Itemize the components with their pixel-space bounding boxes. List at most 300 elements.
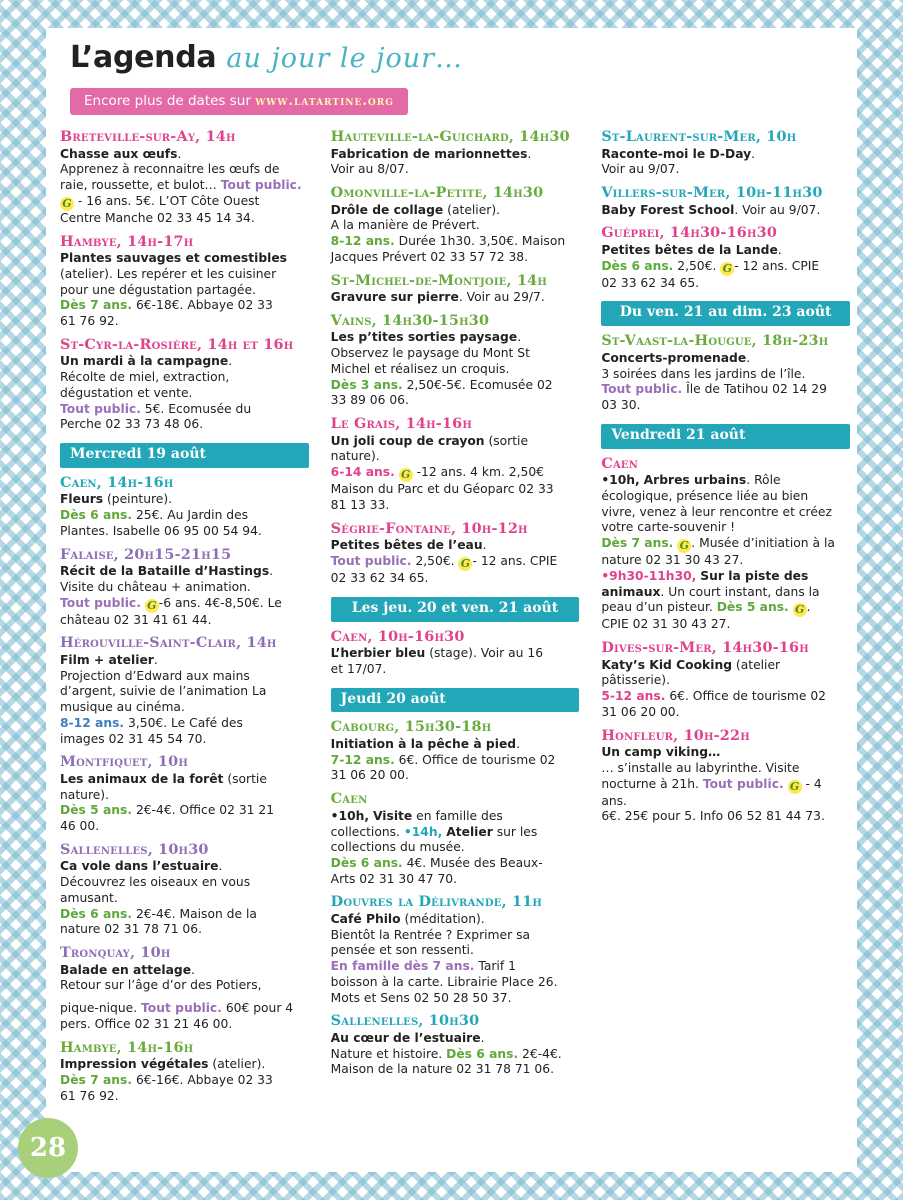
entry-text: collections du musée. (330, 840, 465, 855)
entry-text: amusant. (60, 890, 118, 905)
entry-text: 46 00. (60, 819, 100, 834)
entry-location: St-Cyr-la-Rosière, 14h et 16h (60, 335, 294, 353)
entry-text: Gravure sur pierre (330, 290, 459, 305)
entry-text: Observez le paysage du Mont St (330, 346, 530, 361)
entry-location: Douvres la Délivrande, 11h (330, 893, 543, 911)
entry-location: Sallenelles, 10h30 (330, 1012, 480, 1030)
entry-line (331, 571, 580, 587)
entry-text: •10h, (601, 473, 640, 488)
entry-text: 6€. Office de tourisme 02 (665, 689, 826, 704)
entry-text: pique-nique. (60, 1001, 142, 1016)
entry-line (60, 402, 309, 418)
entry-location: Le Grais, 14h-16h (330, 415, 473, 433)
banner-label: Encore plus de dates sur (84, 93, 251, 109)
entry-text: images 02 31 45 54 70. (60, 731, 207, 746)
entry-line (331, 234, 580, 250)
banner-url[interactable]: www.latartine.org (255, 94, 394, 109)
entry-line (601, 489, 850, 505)
entry-line (601, 617, 850, 633)
entry-line (601, 705, 850, 721)
gratuit-badge-icon: G (788, 780, 802, 794)
entry-text: Dès 6 ans. (330, 855, 403, 870)
entry-text: dégustation et vente. (60, 385, 193, 400)
entry-text: Fleurs (60, 492, 104, 507)
entry-line (601, 243, 850, 259)
entry-text: Drôle de collage (330, 202, 444, 217)
entry-line (60, 370, 309, 386)
entry-text: Dès 3 ans. (330, 377, 403, 392)
entry-line (331, 1031, 580, 1047)
entry-line (331, 768, 580, 784)
entry-location: Tronquay, 10h (60, 944, 171, 962)
gratuit-badge-icon: G (458, 557, 472, 571)
entry-text: Tout public. (60, 401, 141, 416)
entry-text: Initiation à la pêche à pied (330, 737, 517, 751)
page-number-badge: 28 (18, 1118, 78, 1178)
entry-text: Dès 7 ans. (60, 298, 133, 313)
entry-text: 7-12 ans. (330, 752, 395, 767)
entry-line (60, 891, 309, 907)
agenda-entry (60, 234, 309, 330)
entry-line (60, 508, 309, 524)
entry-text: Tout public. (601, 382, 683, 397)
entry-line (60, 907, 309, 923)
entry-text: (atelier pâtisserie). (601, 657, 781, 688)
entry-line (60, 524, 309, 540)
entry-line (601, 351, 850, 367)
entry-text: 4€. Musée des Beaux- (402, 855, 543, 870)
entry-text: Arbres urbains (643, 473, 747, 488)
entry-line (331, 856, 580, 872)
entry-location: Caen (330, 790, 368, 808)
entry-location: Hérouville-Saint-Clair, 14h (60, 634, 277, 652)
entry-location: St-Vaast-la-Hougue, 18h-23h (601, 332, 829, 350)
entry-text: Film + atelier (60, 652, 154, 667)
entry-line (601, 536, 850, 553)
entry-text: . (746, 350, 751, 365)
entry-text: . (177, 146, 182, 161)
entry-text: . (777, 242, 782, 257)
entry-text: Récolte de miel, extraction, (60, 370, 230, 385)
entry-text: pensée et son ressenti. (330, 943, 474, 958)
entry-line (331, 554, 580, 571)
page-header (70, 40, 850, 75)
entry-line (60, 386, 309, 402)
entry-text: Voir au 9/07. (601, 162, 680, 177)
entry-text: 3,50€. Le Café des (124, 715, 243, 730)
entry-line (601, 398, 850, 414)
website-banner[interactable] (70, 88, 408, 115)
entry-text: . Voir au 9/07. (734, 202, 821, 217)
entry-text: Tout public. (702, 776, 784, 791)
entry-line (601, 505, 850, 521)
entry-line (60, 354, 309, 370)
entry-line (60, 700, 309, 716)
entry-line (60, 803, 309, 819)
entry-line (601, 382, 850, 398)
entry-text: . (191, 962, 195, 977)
entry-line (60, 875, 309, 891)
gratuit-badge-icon: G (677, 539, 691, 553)
entry-line (331, 290, 580, 306)
entry-text: Dès 7 ans. (601, 536, 674, 551)
entry-text: votre carte-souvenir ! (601, 520, 736, 535)
entry-line (60, 963, 309, 979)
entry-line (60, 492, 309, 508)
entry-text: vivre, venez à leur rencontre et créez (601, 504, 832, 519)
entry-text: . (517, 330, 522, 345)
entry-text: Jacques Prévert 02 33 57 72 38. (330, 249, 529, 264)
entry-line (331, 1062, 580, 1078)
entry-line (331, 330, 580, 346)
agenda-entry (331, 719, 580, 784)
entry-text: . Rôle (746, 473, 781, 488)
entry-text: (atelier). (208, 1057, 266, 1072)
entry-line (60, 684, 309, 700)
agenda-entry (601, 185, 850, 218)
entry-text: 03 30. (601, 398, 641, 413)
entry-text: Projection d’Edward aux mains (60, 668, 250, 683)
entry-text: - 12 ans. CPIE (734, 258, 820, 273)
entry-location: Montfiquet, 10h (60, 753, 188, 771)
agenda-entry (331, 416, 580, 514)
entry-text: . (527, 146, 532, 161)
entry-text (789, 600, 793, 614)
entry-text: animaux (601, 584, 661, 599)
entry-text: Tout public. (60, 595, 141, 610)
entry-line (60, 1001, 309, 1017)
entry-text: . (516, 737, 521, 751)
entry-text: 2€-4€. Office 02 31 21 (132, 803, 275, 818)
entry-line (60, 716, 309, 732)
entry-line (60, 596, 309, 613)
entry-text: 6-14 ans. (330, 465, 395, 480)
entry-text: - 16 ans. 5€. L’OT Côte Ouest (74, 193, 260, 208)
entry-line (60, 314, 309, 330)
entry-text: . (269, 564, 274, 579)
entry-text: peau d’un pisteur. (601, 600, 717, 615)
entry-text: -12 ans. 4 km. 2,50€ (412, 465, 544, 480)
entry-text: Plantes sauvages et comestibles (60, 251, 288, 266)
entry-text: CPIE 02 31 30 43 27. (601, 617, 731, 632)
entry-text: Atelier (446, 824, 493, 839)
entry-location: Honfleur, 10h-22h (601, 726, 750, 744)
entry-line (331, 393, 580, 409)
agenda-entry (331, 521, 580, 587)
entry-text: 6€-18€. Abbaye 02 33 (132, 298, 273, 313)
entry-line (60, 162, 309, 178)
entry-text: 31 06 20 00. (330, 768, 409, 783)
entry-text: 81 13 33. (330, 497, 390, 512)
entry-location: Caen, 10h-16h30 (330, 627, 465, 645)
entry-text: Île de Tatihou 02 14 29 (682, 382, 827, 397)
entry-text: . (480, 1030, 485, 1045)
entry-text: A la manière de Prévert. (330, 218, 480, 233)
entry-text (395, 465, 399, 479)
entry-line (331, 646, 580, 662)
entry-line (60, 819, 309, 835)
day-heading: Jeudi 20 août (331, 688, 580, 713)
entry-text: Bientôt la Rentrée ? Exprimer sa (330, 927, 531, 942)
entry-line (331, 250, 580, 266)
entry-text: Récit de la Bataille d’Hastings (60, 564, 270, 579)
entry-text: Centre Manche 02 33 45 14 34. (60, 210, 255, 225)
entry-text: Fabrication de marionnettes (330, 146, 528, 161)
entry-text: Tout public. (220, 178, 302, 193)
entry-text: 02 33 62 34 65. (601, 275, 700, 290)
entry-text: Dès 6 ans. (60, 508, 133, 523)
agenda-entry (331, 273, 580, 306)
entry-text: 2,50€. (673, 258, 721, 273)
agenda-entry (601, 456, 850, 633)
entry-text: 6€-16€. Abbaye 02 33 (132, 1072, 273, 1087)
entry-line (60, 267, 309, 283)
entry-line (331, 928, 580, 944)
entry-text: . Voir au 29/7. (458, 290, 545, 305)
entry-line (60, 653, 309, 669)
entry-line (60, 1073, 309, 1089)
entry-location: Falaise, 20h15-21h15 (60, 545, 232, 563)
entry-line (331, 959, 580, 975)
entry-text: nature 02 31 78 71 06. (60, 922, 202, 937)
entry-line (60, 283, 309, 299)
entry-text: Mots et Sens 02 50 28 50 37. (330, 990, 512, 1005)
entry-text: 6€. Office de tourisme 02 (394, 752, 556, 767)
entry-location: Breteville-sur-Ay, 14h (60, 128, 236, 145)
entry-text: Visite du château + animation. (60, 579, 251, 594)
entry-text: Un camp viking… (601, 745, 721, 760)
entry-text: Dès 6 ans. (60, 906, 133, 921)
agenda-entry (60, 337, 309, 433)
entry-text: 5€. Ecomusée du (140, 401, 252, 416)
entry-text: Concerts-promenade (601, 350, 747, 365)
entry-text: Dès 6 ans. (446, 1046, 519, 1061)
agenda-entry (60, 1001, 309, 1032)
agenda-entry (601, 333, 850, 414)
entry-location: St-Michel-de-Montjoie, 14h (330, 271, 548, 289)
entry-text: 2,50€. (411, 553, 459, 568)
entry-line (601, 658, 850, 689)
entry-text: Dès 5 ans. (60, 803, 133, 818)
entry-line (331, 218, 580, 234)
entry-text: Impression végétales (60, 1057, 209, 1072)
agenda-entry (331, 791, 580, 887)
agenda-entry (60, 842, 309, 938)
entry-text: Maison du Parc et du Géoparc 02 33 (330, 482, 554, 497)
entry-line (331, 346, 580, 362)
entry-line (331, 203, 580, 219)
entry-line (601, 777, 850, 810)
entry-text: . (228, 354, 233, 369)
entry-location: Cabourg, 15h30-18h (330, 718, 492, 736)
entry-location: Hauteville-la-Guichard, 14h30 (330, 128, 570, 145)
entry-location: Guéprei, 14h30-16h30 (601, 224, 778, 242)
entry-location: Vains, 14h30-15h30 (330, 311, 490, 329)
entry-line (331, 482, 580, 498)
entry-text: collections. (330, 824, 404, 839)
entry-text: Sur la piste des (700, 568, 809, 583)
entry-location: Hambye, 14h-17h (60, 232, 194, 250)
entry-line (60, 178, 309, 194)
entry-line (60, 732, 309, 748)
agenda-entry (601, 728, 850, 826)
entry-text: château 02 31 41 61 44. (60, 612, 212, 627)
entry-location: Sallenelles, 10h30 (60, 840, 209, 858)
entry-text: (atelier). Les repérer et les cuisiner (60, 266, 277, 281)
entry-text: . Un court instant, dans la (660, 584, 820, 599)
agenda-entry (331, 185, 580, 266)
entry-line (601, 809, 850, 825)
entry-line (331, 737, 580, 753)
gratuit-badge-icon: G (399, 468, 413, 482)
entry-line (60, 922, 309, 938)
agenda-columns (60, 129, 850, 1129)
entry-line (60, 1057, 309, 1073)
entry-text: Tarif 1 (474, 959, 516, 974)
entry-text: . (806, 600, 811, 615)
entry-line (60, 978, 309, 994)
entry-text: 8-12 ans. (60, 715, 125, 730)
entry-text: Petites bêtes de la Lande (601, 242, 778, 257)
entry-text: En famille dès 7 ans. (330, 959, 475, 974)
entry-text: Au cœur de l’estuaire (330, 1030, 481, 1045)
entry-text: •14h, (403, 824, 443, 839)
entry-line (60, 211, 309, 227)
entry-text: Katy’s Kid Cooking (601, 657, 733, 672)
entry-text: musique au cinéma. (60, 700, 185, 715)
page-title: L’agenda (70, 40, 217, 75)
entry-text: Retour sur l’âge d’or des Potiers, (60, 978, 262, 993)
entry-text: 2€-4€. Maison de la (132, 906, 257, 921)
entry-location: Ségrie-Fontaine, 10h-12h (330, 519, 528, 537)
entry-text: Dès 5 ans. (716, 600, 789, 615)
entry-text: … s’installe au labyrinthe. Visite (601, 760, 800, 775)
entry-line (331, 912, 580, 928)
entry-text: •9h30-11h30, (601, 568, 697, 583)
entry-text: (sortie nature). (330, 433, 529, 464)
entry-line (601, 259, 850, 276)
agenda-entry (60, 547, 309, 629)
day-heading: Mercredi 19 août (60, 443, 309, 468)
entry-text: - 12 ans. CPIE (472, 553, 558, 568)
entry-location: Dives-sur-Mer, 14h30-16h (601, 639, 809, 657)
entry-text: 61 76 92. (60, 314, 119, 328)
entry-text: nocturne à 21h. (601, 776, 703, 791)
page-content (60, 40, 850, 1150)
agenda-entry (601, 129, 850, 178)
entry-line (601, 473, 850, 489)
entry-text: •10h, (330, 808, 370, 823)
gratuit-badge-icon: G (793, 603, 807, 617)
entry-text: 02 33 62 34 65. (330, 570, 429, 585)
entry-text: (méditation). (400, 912, 485, 926)
entry-location: Hambye, 14h-16h (60, 1038, 194, 1056)
entry-text: (sortie nature). (60, 771, 267, 802)
agenda-entry (60, 945, 309, 994)
agenda-entry (601, 225, 850, 291)
entry-text: Tout public. (330, 553, 412, 568)
entry-line (60, 1017, 309, 1033)
entry-location: Villers-sur-Mer, 10h-11h30 (601, 184, 823, 202)
entry-line (331, 162, 580, 178)
entry-text: Plantes. Isabelle 06 95 00 54 94. (60, 523, 262, 538)
entry-text: Balade en attelage (60, 962, 192, 977)
entry-text: Tout public. (141, 1001, 222, 1016)
agenda-entry (331, 129, 580, 178)
entry-line (60, 564, 309, 580)
entry-text: Maison de la nature 02 31 78 71 06. (330, 1062, 554, 1077)
gratuit-badge-icon: G (720, 262, 734, 276)
page-subtitle: au jour le jour… (226, 43, 464, 74)
entry-line (601, 600, 850, 617)
entry-line (331, 378, 580, 394)
entry-text: 2,50€-5€. Ecomusée 02 (402, 377, 553, 392)
entry-location: Caen (601, 454, 639, 472)
entry-line (60, 580, 309, 596)
entry-text: (peinture). (103, 492, 173, 507)
entry-text: Les p’tites sorties paysage (330, 330, 518, 345)
entry-line (60, 147, 309, 163)
entry-text: Raconte-moi le D-Day (601, 146, 752, 161)
entry-line (60, 194, 309, 211)
entry-line (601, 367, 850, 383)
entry-line (601, 761, 850, 777)
entry-text: Perche 02 33 73 48 06. (60, 417, 204, 432)
entry-line (601, 147, 850, 163)
entry-line (60, 417, 309, 433)
entry-line (601, 162, 850, 178)
entry-text: Chasse aux œufs (60, 146, 178, 161)
entry-text: Les animaux de la forêt (60, 771, 224, 786)
entry-line (331, 975, 580, 991)
agenda-entry (60, 635, 309, 747)
day-heading: Les jeu. 20 et ven. 21 août (331, 597, 580, 622)
entry-text: d’argent, suivie de l’animation La (60, 684, 267, 699)
entry-line (601, 585, 850, 601)
day-heading: Vendredi 21 août (601, 424, 850, 449)
entry-text: - 4 ans. (601, 776, 822, 808)
entry-text: Un mardi à la campagne (60, 354, 229, 369)
entry-location: Omonville-la-Petite, 14h30 (330, 184, 544, 202)
agenda-entry (60, 754, 309, 835)
entry-text: Un joli coup de crayon (330, 433, 485, 448)
entry-line (60, 669, 309, 685)
entry-line (601, 520, 850, 536)
entry-text: Durée 1h30. 3,50€. Maison (394, 234, 566, 249)
entry-text: Nature et histoire. (330, 1046, 447, 1061)
entry-line (331, 825, 580, 841)
entry-line (331, 465, 580, 482)
entry-text: pour une dégustation partagée. (60, 282, 256, 297)
entry-text (784, 777, 788, 791)
agenda-entry (331, 313, 580, 409)
entry-text: 5-12 ans. (601, 689, 666, 704)
entry-line (60, 613, 309, 629)
entry-text: Voir au 8/07. (330, 162, 409, 177)
entry-text: Baby Forest School (601, 202, 735, 217)
entry-line (331, 538, 580, 554)
entry-line (331, 1047, 580, 1063)
entry-line (601, 569, 850, 585)
agenda-entry (601, 640, 850, 721)
agenda-entry (60, 1040, 309, 1105)
entry-line (60, 298, 309, 314)
entry-text: . (482, 538, 487, 553)
entry-text: Dès 6 ans. (601, 258, 674, 273)
entry-line (331, 840, 580, 856)
entry-text: (stage). Voir au 16 (425, 646, 544, 661)
agenda-entry (331, 1013, 580, 1078)
